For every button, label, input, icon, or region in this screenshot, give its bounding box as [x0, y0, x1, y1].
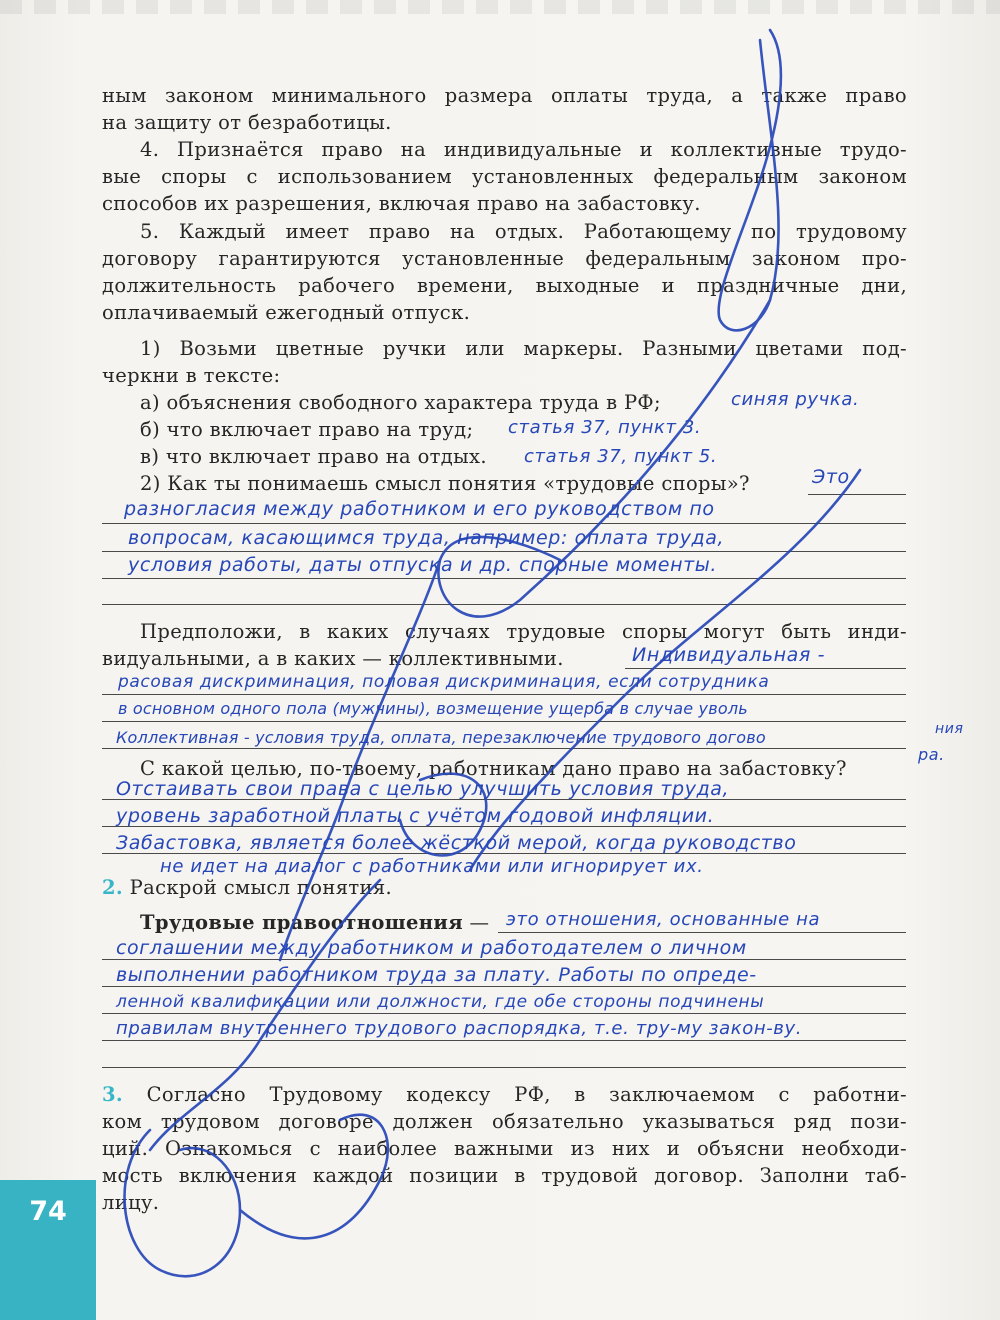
answer-line — [102, 578, 906, 579]
answer-line — [102, 694, 906, 695]
task-3-line: лицу. — [102, 1191, 160, 1214]
task-1a: а) объяснения свободного характера труда в РФ; — [140, 391, 661, 414]
answer-line — [102, 959, 906, 960]
question-text: С какой целью, по-твоему, работникам дано право на забастовку? — [140, 757, 847, 780]
handwritten-answer: уровень заработной платы с учётом годовой инфляции. — [116, 805, 715, 827]
question-text: Предположи, в каких случаях трудовые споры могут быть инди- — [140, 620, 907, 643]
handwritten-answer: разногласия между работником и его руководством по — [124, 498, 715, 520]
task-number: 2. — [102, 876, 124, 899]
answer-line — [625, 668, 906, 669]
answer-line — [498, 932, 906, 933]
handwritten-answer: расовая дискриминация, половая дискриминация, если сотрудника — [118, 672, 770, 692]
task-3-line: ком трудовом договоре должен обязательно указываться ряд пози- — [102, 1110, 907, 1133]
task-1-instruction: черкни в тексте: — [102, 364, 281, 387]
handwritten-answer: Забастовка, является более жёсткой мерой, когда руководство — [116, 832, 797, 854]
handwritten-answer: синяя ручка. — [731, 389, 860, 410]
handwritten-answer: статья 37, пункт 3. — [508, 417, 702, 438]
answer-line — [102, 1040, 906, 1041]
term-label: Трудовые правоотношения — [140, 911, 463, 934]
handwritten-answer: не идет на диалог с работниками или игнорирует их. — [160, 856, 704, 877]
task-2-text: Раскрой смысл понятия. — [129, 876, 393, 899]
handwritten-answer: правилам внутреннего трудового распорядка, т.е. тру-му закон-ву. — [116, 1018, 803, 1039]
answer-line — [102, 551, 906, 552]
text-line: на защиту от безработицы. — [102, 111, 392, 134]
question-text: видуальными, а в каких — коллективными. — [102, 647, 564, 670]
answer-line — [102, 523, 906, 524]
text-line: должительность рабочего времени, выходные и праздничные дни, — [102, 274, 907, 297]
handwritten-answer: соглашении между работником и работодателем о личном — [116, 937, 747, 959]
text-line: 5. Каждый имеет право на отдых. Работающему по трудовому — [140, 220, 907, 243]
handwritten-answer: условия работы, даты отпуска и др. спорные моменты. — [128, 554, 718, 576]
handwritten-answer: статья 37, пункт 5. — [524, 446, 718, 467]
handwritten-answer: Отстаивать свои права с целью улучшить условия труда, — [116, 778, 730, 800]
text-line: способов их разрешения, включая право на забастовку. — [102, 192, 701, 215]
handwritten-answer: вопросам, касающимся труда, например: оплата труда, — [128, 527, 725, 549]
text-line: 4. Признаётся право на индивидуальные и коллективные трудо- — [140, 138, 907, 161]
answer-line — [808, 494, 906, 495]
task-number: 3. — [102, 1083, 124, 1106]
task-1b: б) что включает право на труд; — [140, 418, 474, 441]
answer-line — [102, 1067, 906, 1068]
answer-line — [102, 1013, 906, 1014]
page-top-edge — [0, 0, 1000, 14]
text-line: ным законом минимального размера оплаты труда, а также право — [102, 84, 907, 107]
task-1-instruction: 1) Возьми цветные ручки или маркеры. Разными цветами под- — [140, 337, 907, 360]
handwritten-answer: ра. — [918, 745, 945, 764]
page-number: 74 — [29, 1196, 67, 1227]
text-line: вые споры с использованием установленных федеральным законом — [102, 165, 907, 188]
handwritten-answer: в основном одного пола (мужчины), возмещение ущерба в случае уволь — [118, 699, 748, 718]
task-2-heading — [102, 876, 907, 900]
task-3-line: Согласно Трудовому кодексу РФ, в заключаемом с работни- — [146, 1083, 907, 1106]
handwritten-answer: это отношения, основанные на — [506, 909, 821, 930]
task-1c: в) что включает право на отдых. — [140, 445, 487, 468]
handwritten-answer: Индивидуальная - — [632, 644, 826, 666]
term-dash: — — [469, 911, 490, 934]
answer-line — [102, 721, 906, 722]
task-3-line: мость включения каждой позиции в трудовой договор. Заполни таб- — [102, 1164, 907, 1187]
handwritten-answer: ленной квалификации или должности, где обе стороны подчинены — [116, 992, 765, 1012]
text-line: оплачиваемый ежегодный отпуск. — [102, 301, 471, 324]
handwritten-answer: ния — [935, 721, 964, 737]
task-3-text — [102, 1083, 907, 1107]
answer-line — [102, 986, 906, 987]
task-1-question-2: 2) Как ты понимаешь смысл понятия «трудовые споры»? — [140, 472, 750, 495]
task-3-line: ций. Ознакомься с наиболее важными из них и объясни необходи- — [102, 1137, 907, 1160]
handwritten-answer: Коллективная - условия труда, оплата, перезаключение трудового догово — [116, 728, 766, 747]
answer-line — [102, 604, 906, 605]
handwritten-answer: Это — [812, 466, 850, 488]
text-line: договору гарантируются установленные федеральным законом про- — [102, 247, 907, 270]
handwritten-answer: выполнении работником труда за плату. Работы по опреде- — [116, 964, 757, 986]
